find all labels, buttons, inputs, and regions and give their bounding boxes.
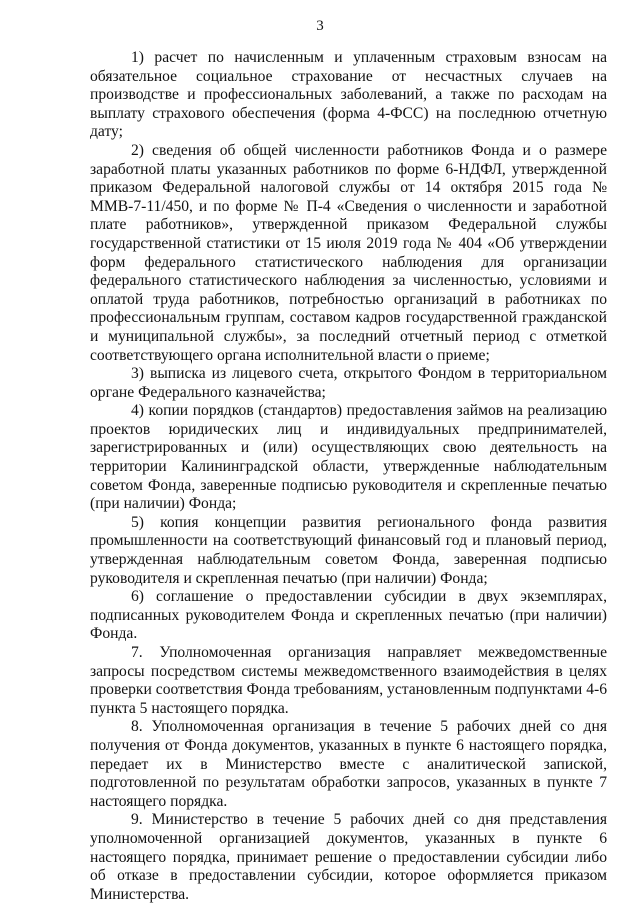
paragraph-item-5: 5) копия концепции развития регионального фонда развития промышленности на соответствующий финансовый год и плановый период, утвержденная наблюдательным советом Фонда, заверенная подписью руководителя и скрепленная печатью (при наличии) Фонда; <box>90 513 607 587</box>
paragraph-point-9: 9. Министерство в течение 5 рабочих дней со дня представления уполномоченной организацией документов, указанных в пункте 6 настоящего порядка, принимает решение о предоставлении субсидии либо об отказе в предоставлении субсидии, которое оформляется приказом Министерства. <box>90 811 607 903</box>
paragraph-item-6: 6) соглашение о предоставлении субсидии в двух экземплярах, подписанных руководителем Фонда и скрепленных печатью (при наличии) Фонда. <box>90 588 607 643</box>
paragraph-item-3: 3) выписка из лицевого счета, открытого Фондом в территориальном органе Федерального казначейства; <box>90 365 607 401</box>
paragraph-item-2: 2) сведения об общей численности работников Фонда и о размере заработной платы указанных работников по форме 6-НДФЛ, утвержденной приказом Федеральной налоговой службы от 14 октября 2015 года № ММВ-7-11/450, и по форме № П-4 «Сведения о численности и заработной плате работников», утвержденной приказом Федеральной службы государственной статистики от 15 июля 2019 года № 404 «Об утверждении форм федерального статистического наблюдения для организации федерального статистического наблюдения за численностью, условиями и оплатой труда работников, потребностью организаций в работниках по профессиональным группам, составом кадров государственной гражданской и муниципальной службы», за последний отчетный период с отметкой соответствующего органа исполнительной власти о приеме; <box>90 141 607 364</box>
paragraph-item-1: 1) расчет по начисленным и уплаченным страховым взносам на обязательное социальное страхование от несчастных случаев на производстве и профессиональных заболеваний, а также по расходам на выплату страхового обеспечения (форма 4-ФСС) на последнюю отчетную дату; <box>90 49 607 141</box>
paragraph-item-4: 4) копии порядков (стандартов) предоставления займов на реализацию проектов юридических лиц и индивидуальных предпринимателей, зарегистрированных и (или) осуществляющих свою деятельность на территории Калининградской области, утвержденные наблюдательным советом Фонда, заверенные подписью руководителя и скрепленные печатью (при наличии) Фонда; <box>90 402 607 513</box>
page-number: 3 <box>316 18 324 34</box>
paragraph-point-8: 8. Уполномоченная организация в течение 5 рабочих дней со дня получения от Фонда документов, указанных в пункте 6 настоящего порядка, передает их в Министерство вместе с аналитической запиской, подготовленной по результатам обработки запросов, указанных в пункте 7 настоящего порядка. <box>90 718 607 810</box>
document-body <box>90 49 607 904</box>
paragraph-point-7: 7. Уполномоченная организация направляет межведомственные запросы посредством системы межведомственного взаимодействия в целях проверки соответствия Фонда требованиям, установленным подпунктами 4-6 пункта 5 настоящего порядка. <box>90 644 607 717</box>
